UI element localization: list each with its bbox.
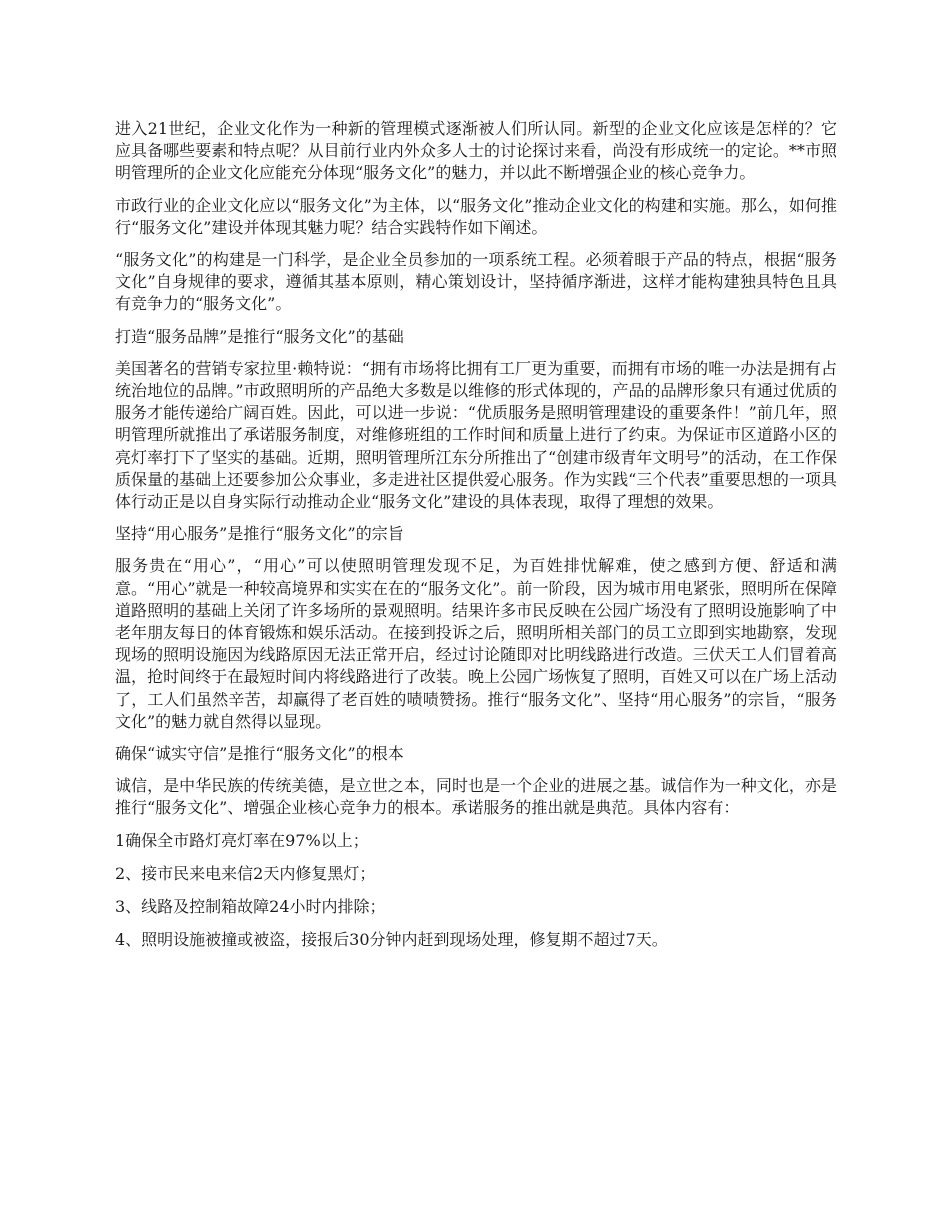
list-item: 3、线路及控制箱故障24小时内排除； <box>115 897 386 917</box>
section-body-brand: 美国著名的营销专家拉里·赖特说：“拥有市场将比拥有工厂更为重要，而拥有市场的唯一办法是拥有占统治地位的品牌。”市政照明所的产品绝大多数是以维修的形式体现的，产品的品牌形象只有通过优质的服务才能传递给广阔百姓。因此，可以进一步说：“优质服务是照明管理建设的重要条件！”前几年，照明管理所就推出了承诺服务制度，对维修班组的工作时间和质量上进行了约束。为保证市区道路小区的亮灯率打下了坚实的基础。近期，照明管理所江东分所推出了“创建市级青年文明号”的活动，在工作保质保量的基础上还要参加公众事业，多走进社区提供爱心服务。作为实践“三个代表”重要思想的一项具体行动正是以自身实际行动推动企业“服务文化”建设的具体表现，取得了理想的效果。 <box>115 358 837 512</box>
document-page <box>115 118 837 963</box>
list-item: 4、照明设施被撞或被盗，接报后30分钟内赶到现场处理，修复期不超过7天。 <box>115 930 668 950</box>
section-heading-brand: 打造“服务品牌”是推行“服务文化”的基础 <box>115 326 404 346</box>
intro-paragraph-1: 进入21世纪，企业文化作为一种新的管理模式逐渐被人们所认同。新型的企业文化应该是怎样的？它应具备哪些要素和特点呢？从目前行业内外众多人士的讨论探讨来看，尚没有形成统一的定论。**市照明管理所的企业文化应能充分体现“服务文化”的魅力，并以此不断增强企业的核心竞争力。 <box>115 119 837 183</box>
section-heading-attentive-service: 坚持“用心服务”是推行“服务文化”的宗旨 <box>115 524 404 544</box>
list-item: 1确保全市路灯亮灯率在97%以上； <box>115 830 369 850</box>
intro-paragraph-3: “服务文化”的构建是一门科学，是企业全员参加的一项系统工程。必须着眼于产品的特点，根据“服务文化”自身规律的要求，遵循其基本原则，精心策划设计，坚持循序渐进，这样才能构建独具特色且具有竞争力的“服务文化”。 <box>115 250 837 314</box>
list-item: 2、接市民来电来信2天内修复黑灯； <box>115 863 376 883</box>
section-body-attentive-service: 服务贵在“用心”，“用心”可以使照明管理发现不足，为百姓排忧解难，使之感到方便、舒适和满意。“用心”就是一种较高境界和实实在在的“服务文化”。前一阶段，因为城市用电紧张，照明所在保障道路照明的基础上关闭了许多场所的景观照明。结果许多市民反映在公园广场没有了照明设施影响了中老年朋友每日的体育锻炼和娱乐活动。在接到投诉之后，照明所相关部门的员工立即到实地勘察，发现现场的照明设施因为线路原因无法正常开启，经过讨论随即对比明线路进行改造。三伏天工人们冒着高温，抢时间终于在最短时间内将线路进行了改装。晚上公园广场恢复了照明，百姓又可以在广场上活动了，工人们虽然辛苦，却赢得了老百姓的啧啧赞扬。推行“服务文化”、坚持“用心服务”的宗旨，“服务文化”的魅力就自然得以显现。 <box>115 556 837 731</box>
section-heading-integrity: 确保“诚实守信”是推行“服务文化”的根本 <box>115 744 404 764</box>
section-body-integrity: 诚信，是中华民族的传统美德，是立世之本，同时也是一个企业的进展之基。诚信作为一种文化，亦是推行“服务文化”、增强企业核心竞争力的根本。承诺服务的推出就是典范。具体内容有： <box>115 776 837 818</box>
intro-paragraph-2: 市政行业的企业文化应以“服务文化”为主体，以“服务文化”推动企业文化的构建和实施。那么，如何推行“服务文化”建设并体现其魅力呢？结合实践特作如下阐述。 <box>115 195 837 237</box>
